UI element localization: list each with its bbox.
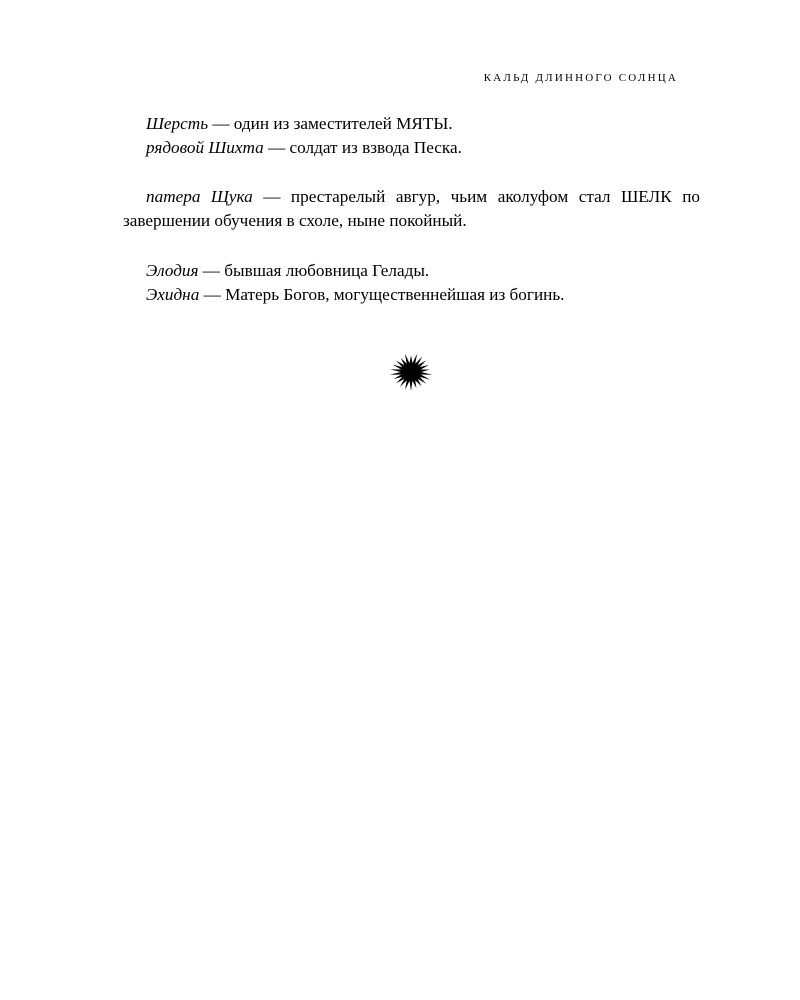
entry-group-3 xyxy=(123,259,700,307)
running-title: КАЛЬД ДЛИННОГО СОЛНЦА xyxy=(483,72,678,84)
sunburst-icon xyxy=(389,352,433,392)
entry-name: Шерсть xyxy=(146,114,209,133)
entry-description: — один из заместителей МЯТЫ. xyxy=(208,114,453,133)
entry-description: — солдат из взвода Песка. xyxy=(263,138,462,157)
entry-name: патера Щука xyxy=(146,187,253,206)
entry-sherst xyxy=(123,112,700,136)
entry-shikhta xyxy=(123,136,700,160)
entry-name: рядовой Шихта xyxy=(146,138,264,157)
entry-description: — престарелый авгур, чьим аколуфом стал ШЕЛК по завершении обучения в схоле, ныне покойный. xyxy=(123,187,700,230)
entry-group-1 xyxy=(123,112,700,160)
entry-name: Эхидна xyxy=(146,285,200,304)
entry-group-2 xyxy=(123,185,700,233)
entry-description: — Матерь Богов, могущественнейшая из богинь. xyxy=(199,285,565,304)
entry-shchuka xyxy=(123,185,700,233)
entry-description: — бывшая любовница Гелады. xyxy=(198,261,430,280)
entry-elodiya xyxy=(123,259,700,283)
entry-ekhidna xyxy=(123,283,700,307)
entry-name: Элодия xyxy=(146,261,199,280)
